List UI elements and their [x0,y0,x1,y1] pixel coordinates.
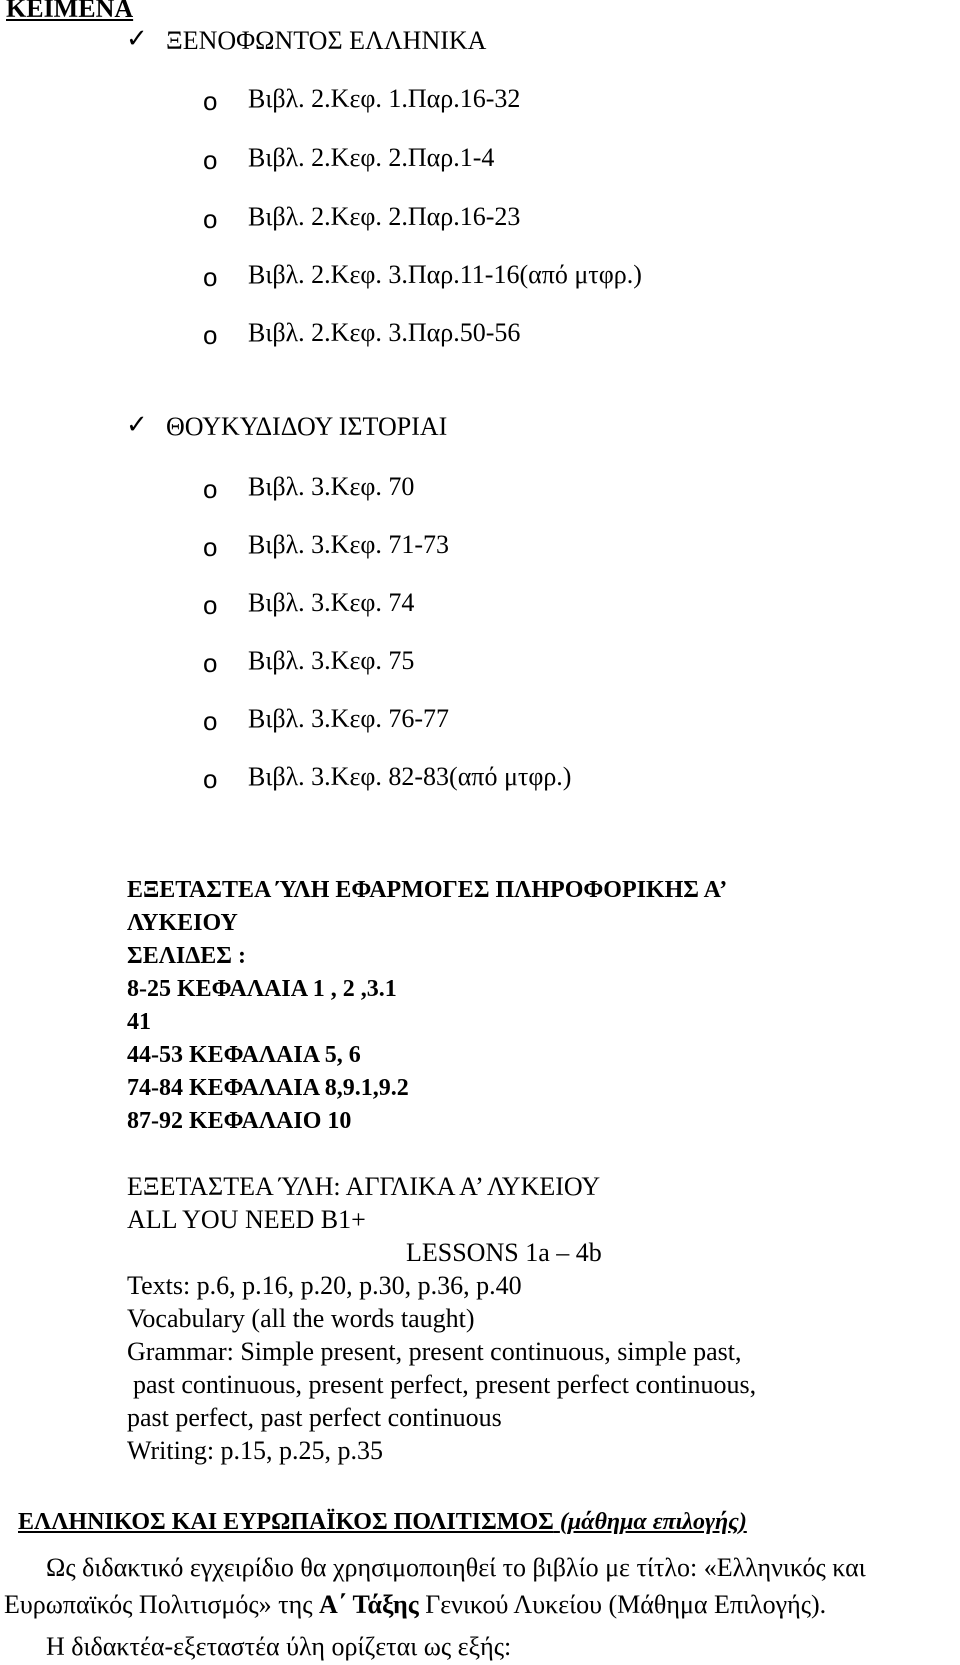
bullet-icon: o [203,204,218,234]
informatics-line: 44-53 ΚΕΦΑΛΑΙΑ 5, 6 [127,1042,361,1068]
list-item: Βιβλ. 2.Κεφ. 2.Παρ.16-23 [248,202,521,231]
culture-class-bold: Α΄ Τάξης [319,1590,419,1619]
english-title: ΕΞΕΤΑΣΤΕΑ ΎΛΗ: ΑΓΓΛΙΚΑ Α’ ΛΥΚΕΙΟΥ [127,1172,601,1201]
list-item: Βιβλ. 3.Κεφ. 70 [248,472,415,501]
bullet-icon: o [203,648,218,678]
bullet-icon: o [203,590,218,620]
list-item: Βιβλ. 3.Κεφ. 74 [248,588,415,617]
english-grammar-line: Grammar: Simple present, present continuous, simple past, [127,1337,742,1366]
bullet-icon: o [203,86,218,116]
bullet-icon: o [203,320,218,350]
bullet-icon: o [203,764,218,794]
list-item: Βιβλ. 2.Κεφ. 1.Παρ.16-32 [248,84,521,113]
bullet-icon: o [203,474,218,504]
english-writing: Writing: p.15, p.25, p.35 [127,1436,384,1465]
english-lessons: LESSONS 1a – 4b [406,1238,602,1267]
list-item: Βιβλ. 3.Κεφ. 82-83(από μτφρ.) [248,762,572,791]
culture-paragraph-text: Ευρωπαϊκός Πολιτισμός» της [4,1590,320,1619]
culture-paragraph-text: Γενικού Λυκείου (Μάθημα Επιλογής). [418,1590,827,1619]
informatics-title: ΕΞΕΤΑΣΤΕΑ ΎΛΗ ΕΦΑΡΜΟΓΕΣ ΠΛΗΡΟΦΟΡΙΚΗΣ Α’ [127,877,728,903]
english-grammar-line: past perfect, past perfect continuous [127,1403,502,1432]
informatics-pages-label: ΣΕΛΙΔΕΣ : [127,943,246,969]
informatics-line: 8-25 ΚΕΦΑΛΑΙΑ 1 , 2 ,3.1 [127,976,397,1002]
check-icon: ✓ [126,410,148,440]
culture-paragraph-line: Ως διδακτικό εγχειρίδιο θα χρησιμοποιηθεί το βιβλίο με τίτλο: «Ελληνικός και [46,1553,866,1582]
bullet-icon: o [203,262,218,292]
english-vocabulary: Vocabulary (all the words taught) [127,1304,475,1333]
bullet-icon: o [203,532,218,562]
bullet-icon: o [203,145,218,175]
culture-title [18,1508,747,1536]
list-item: Βιβλ. 2.Κεφ. 3.Παρ.11-16(από μτφρ.) [248,260,642,289]
english-grammar-line: past continuous, present perfect, present perfect continuous, [133,1370,757,1399]
culture-paragraph-line: Η διδακτέα-εξεταστέα ύλη ορίζεται ως εξής: [46,1632,512,1661]
english-book: ALL YOU NEED B1+ [127,1205,366,1234]
informatics-line: 74-84 ΚΕΦΑΛΑΙΑ 8,9.1,9.2 [127,1075,409,1101]
bullet-icon: o [203,706,218,736]
heading-keimena: ΚΕΙΜΕΝΑ [6,0,134,23]
list-item: Βιβλ. 2.Κεφ. 3.Παρ.50-56 [248,318,521,347]
culture-title-note: (μάθημα επιλογής) [559,1509,747,1535]
list-item: Βιβλ. 3.Κεφ. 76-77 [248,704,450,733]
informatics-line: 41 [127,1009,151,1035]
informatics-line: 87-92 ΚΕΦΑΛΑΙΟ 10 [127,1108,352,1134]
list-item: Βιβλ. 2.Κεφ. 2.Παρ.1-4 [248,143,495,172]
culture-paragraph-line [4,1590,826,1620]
list-item: Βιβλ. 3.Κεφ. 75 [248,646,415,675]
section-title-thucydides: ΘΟΥΚΥΔΙΔΟΥ ΙΣΤΟΡΙΑΙ [166,412,448,441]
culture-title-main: ΕΛΛΗΝΙΚΟΣ ΚΑΙ ΕΥΡΩΠΑΪΚΟΣ ΠΟΛΙΤΙΣΜΟΣ [18,1509,554,1535]
check-icon: ✓ [126,24,148,54]
list-item: Βιβλ. 3.Κεφ. 71-73 [248,530,450,559]
informatics-title-cont: ΛΥΚΕΙΟΥ [127,910,238,936]
english-texts: Texts: p.6, p.16, p.20, p.30, p.36, p.40 [127,1271,522,1300]
section-title-xenophon: ΞΕΝΟΦΩΝΤΟΣ ΕΛΛΗΝΙΚΑ [166,26,487,55]
